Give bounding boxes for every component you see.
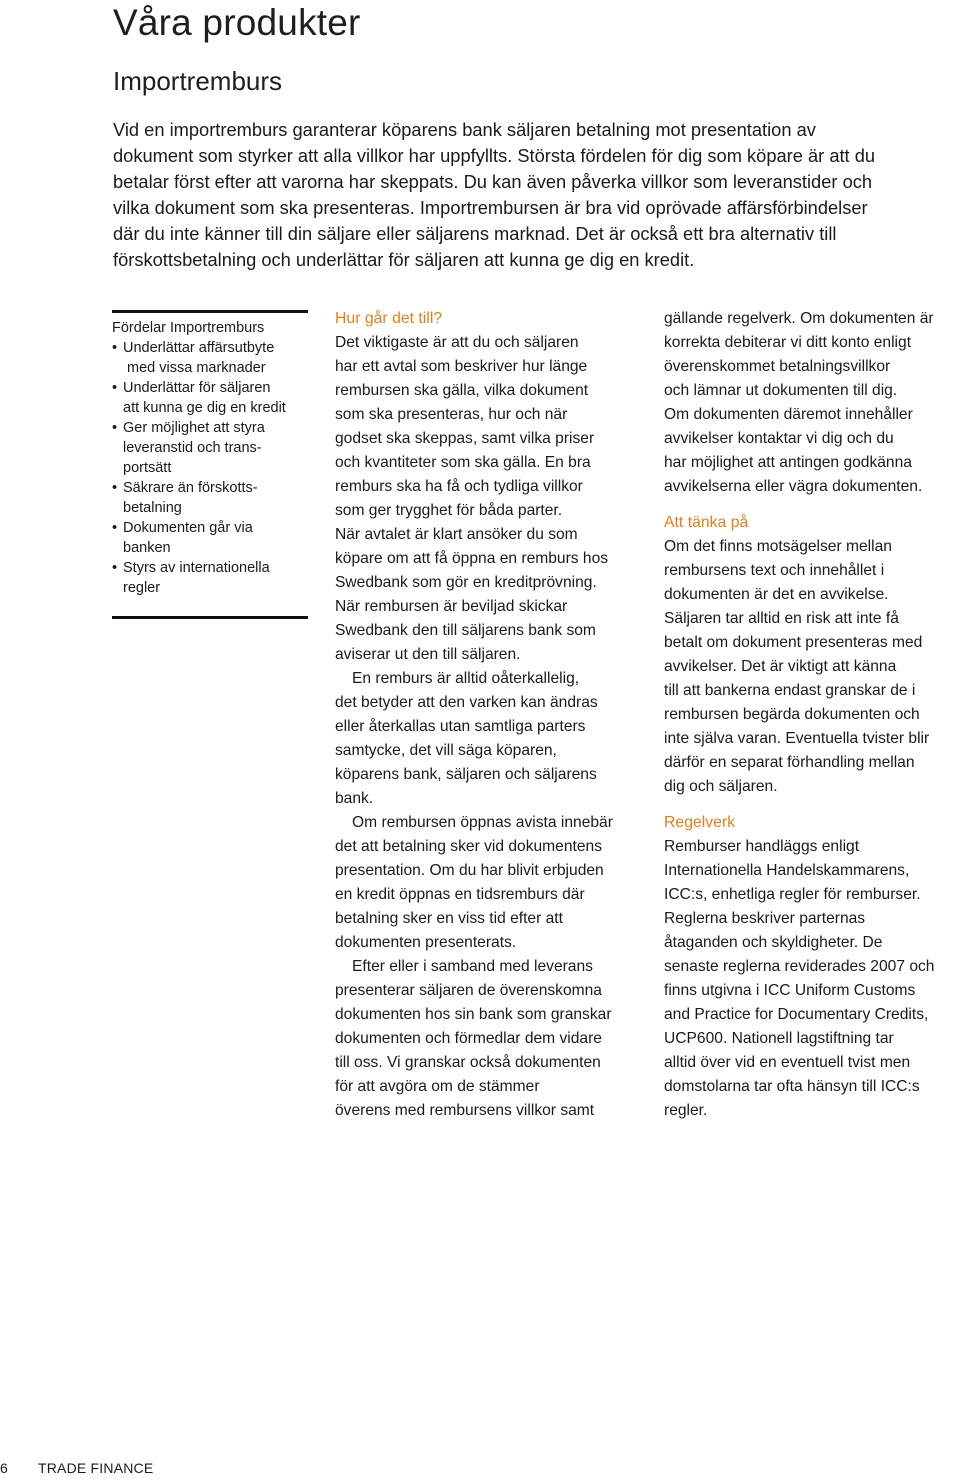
list-item (112, 558, 308, 598)
list-item (112, 478, 308, 518)
benefits-list (112, 338, 308, 598)
list-item-line: • Underlättar affärsutbyte (123, 340, 275, 356)
body-line: godset ska skeppas, samt vilka priser (335, 430, 595, 447)
benefits-title: Fördelar Importremburs (112, 320, 265, 336)
bottom-divider (112, 616, 308, 619)
body-line: Säljaren tar alltid en risk att inte få (664, 610, 899, 627)
body-line: dokumenten är det en avvikelse. (664, 586, 889, 603)
section-heading-consider: Att tänka på (664, 514, 749, 531)
list-item (112, 418, 308, 478)
body-line: rembursens text och innehållet i (664, 562, 885, 579)
page-title: Våra produkter (113, 2, 361, 43)
list-item-line: • Dokumenten går via (123, 520, 253, 536)
list-item-line: • Ger möjlighet att styra (123, 420, 265, 436)
intro-line: betalar först efter att varorna har skeppats. Du kan även påverka villkor som leveranstider och (113, 171, 873, 192)
intro-line: vilka dokument som ska presenteras. Importrembursen är bra vid oprövade affärsförbindelser (113, 197, 868, 218)
list-item-line: med vissa marknader (123, 360, 266, 376)
list-item-line: • Styrs av internationella (123, 560, 270, 576)
body-line: dokumenten och förmedlar dem vidare (335, 1030, 602, 1047)
body-line: Det viktigaste är att du och säljaren (335, 334, 579, 351)
column-middle (335, 307, 645, 1123)
intro-line: förskottsbetalning och underlättar för säljaren att kunna ge dig en kredit. (113, 249, 695, 270)
body-line: alltid över vid en eventuell tvist men (664, 1054, 911, 1071)
body-line: åtaganden och skyldigheter. De (664, 934, 883, 951)
body-line: Om rembursen öppnas avista innebär (352, 814, 613, 831)
body-line: rembursen begärda dokumenten och (664, 706, 920, 723)
list-item-line: betalning (123, 500, 182, 516)
body-line: har möjlighet att antingen godkänna (664, 454, 912, 471)
list-item-line: • Säkrare än förskotts- (123, 480, 258, 496)
body-line: som ger trygghet för båda parter. (335, 502, 563, 519)
list-item-line: regler (123, 580, 161, 596)
body-line: samtycke, det vill säga köparen, (335, 742, 557, 759)
body-line: betalning sker en viss tid efter att (335, 910, 563, 927)
list-item (112, 338, 308, 378)
body-line: remburs ska ha få och tydliga villkor (335, 478, 583, 495)
body-line: dokumenten presenterats. (335, 934, 517, 951)
body-line: Efter eller i samband med leverans (352, 958, 593, 975)
body-line: presenterar säljaren de överenskomna (335, 982, 602, 999)
body-line: till oss. Vi granskar också dokumenten (335, 1054, 601, 1071)
body-line: Swedbank som gör en kreditprövning. (335, 574, 597, 591)
body-line: avvikelserna eller vägra dokumenten. (664, 478, 923, 495)
benefits-box (112, 310, 308, 619)
body-line: bank. (335, 790, 374, 807)
body-line: och kvantiteter som ska gälla. En bra (335, 454, 591, 471)
intro-line: Vid en importremburs garanterar köparens bank säljaren betalning mot presentation av (113, 119, 816, 140)
body-line: eller återkallas utan samtliga parters (335, 718, 586, 735)
list-item-line: banken (123, 540, 171, 556)
body-line: dokumenten hos sin bank som granskar (335, 1006, 612, 1023)
section-heading-how: Hur går det till? (335, 310, 443, 327)
body-line: betalt om dokument presenteras med (664, 634, 923, 651)
body-line: korrekta debiterar vi ditt konto enligt (664, 334, 912, 351)
body-line: överens med rembursens villkor samt (335, 1102, 595, 1119)
list-item-line: leveranstid och trans- (123, 440, 262, 456)
body-line: presentation. Om du har blivit erbjuden (335, 862, 604, 879)
list-item-line: • Underlättar för säljaren (123, 380, 271, 396)
top-divider (112, 310, 308, 313)
intro-line: där du inte känner till din säljare eller säljarens marknad. Det är också ett bra alternativ till (113, 223, 837, 244)
intro-line: dokument som styrker att alla villkor har uppfyllts. Största fördelen för dig som köpare är att du (113, 145, 876, 166)
body-line: Reglerna beskriver parternas (664, 910, 866, 927)
body-line: rembursen ska gälla, vilka dokument (335, 382, 589, 399)
body-line: Swedbank den till säljarens bank som (335, 622, 596, 639)
body-line: UCP600. Nationell lagstiftning tar (664, 1030, 894, 1047)
body-line: till att bankerna endast granskar de i (664, 682, 916, 699)
body-line: Om dokumenten däremot innehåller (664, 406, 913, 423)
intro-paragraph (113, 117, 960, 273)
body-line: för att avgöra om de stämmer (335, 1078, 540, 1095)
body-line: and Practice for Documentary Credits, (664, 1006, 929, 1023)
body-line: finns utgivna i ICC Uniform Customs (664, 982, 916, 999)
body-line: När rembursen är beviljad skickar (335, 598, 568, 615)
body-line: som ska presenteras, hur och när (335, 406, 568, 423)
body-line: dig och säljaren. (664, 778, 778, 795)
body-line: gällande regelverk. Om dokumenten är (664, 310, 934, 327)
body-line: köparens bank, säljaren och säljarens (335, 766, 597, 783)
footer-section-label: TRADE FINANCE (38, 1460, 154, 1476)
body-line: ICC:s, enhetliga regler för remburser. (664, 886, 921, 903)
list-item (112, 378, 308, 418)
body-line: därför en separat förhandling mellan (664, 754, 915, 771)
body-line: domstolarna tar ofta hänsyn till ICC:s (664, 1078, 920, 1095)
body-line: Om det finns motsägelser mellan (664, 538, 892, 555)
body-line: avvikelser. Det är viktigt att känna (664, 658, 897, 675)
body-line: En remburs är alltid oåterkallelig, (352, 670, 580, 687)
section-heading-regulations: Regelverk (664, 814, 736, 831)
body-line: överenskommet betalningsvillkor (664, 358, 891, 375)
list-item-line: portsätt (123, 460, 172, 476)
body-line: köpare om att få öppna en remburs hos (335, 550, 609, 567)
body-line: När avtalet är klart ansöker du som (335, 526, 578, 543)
body-line: Remburser handläggs enligt (664, 838, 860, 855)
body-line: senaste reglerna reviderades 2007 och (664, 958, 935, 975)
body-line: aviserar ut den till säljaren. (335, 646, 521, 663)
body-line: det att betalning sker vid dokumentens (335, 838, 602, 855)
body-line: inte själva varan. Eventuella tvister blir (664, 730, 930, 747)
page-number: 6 (0, 1460, 8, 1476)
page-subtitle: Importremburs (113, 66, 283, 96)
body-line: en kredit öppnas en tidsremburs där (335, 886, 585, 903)
body-line: har ett avtal som beskriver hur länge (335, 358, 588, 375)
body-line: Internationella Handelskammarens, (664, 862, 910, 879)
body-line: det betyder att den varken kan ändras (335, 694, 598, 711)
body-line: och lämnar ut dokumenten till dig. (664, 382, 898, 399)
column-right (664, 307, 960, 1123)
body-line: regler. (664, 1102, 708, 1119)
body-line: avvikelser kontaktar vi dig och du (664, 430, 894, 447)
list-item (112, 518, 308, 558)
list-item-line: att kunna ge dig en kredit (123, 400, 286, 416)
